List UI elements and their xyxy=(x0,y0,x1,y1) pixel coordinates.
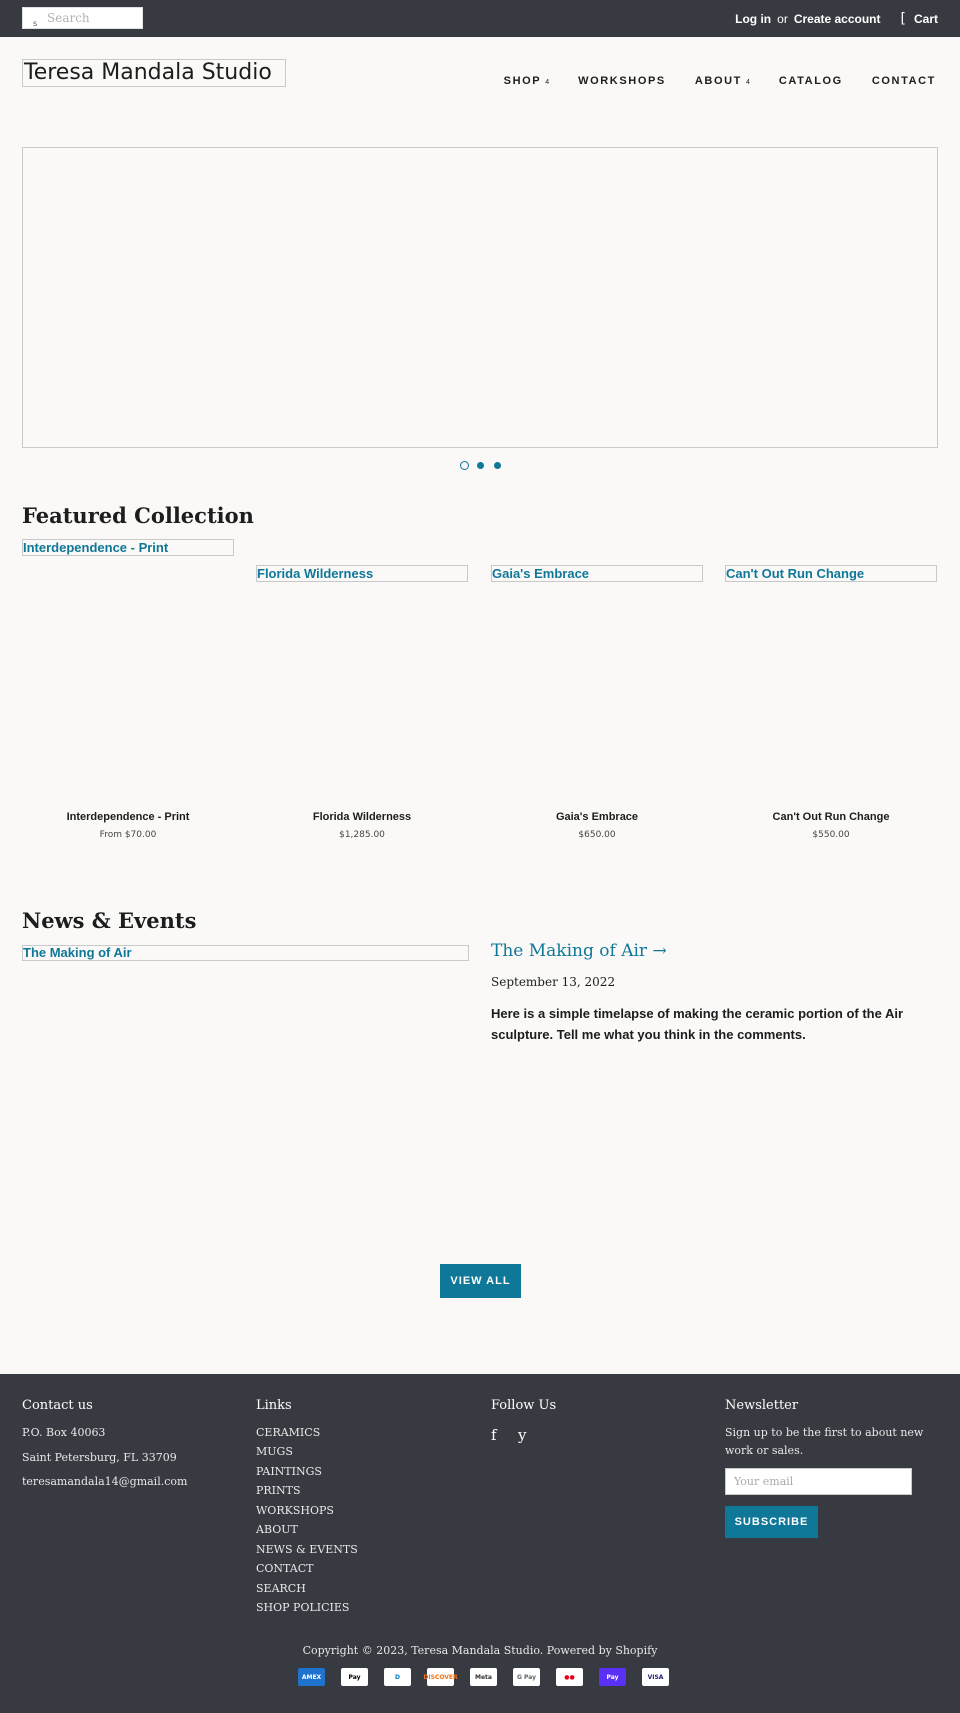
newsletter-description: Sign up to be the first to about new work or sales. xyxy=(725,1426,924,1457)
footer-link-search[interactable]: SEARCH xyxy=(256,1582,306,1595)
product-image-3[interactable]: Gaia's Embrace xyxy=(491,565,703,582)
news-post-title[interactable]: The Making of Air → xyxy=(491,941,667,961)
chevron-down-icon: 4 xyxy=(545,79,550,86)
search-icon: s xyxy=(33,19,38,28)
product-image-1[interactable]: Interdependence - Print xyxy=(22,539,234,556)
product-title-4[interactable]: Can't Out Run Change xyxy=(772,811,890,823)
top-bar xyxy=(0,0,960,37)
nav-workshops-label: WORKSHOPS xyxy=(578,75,666,87)
product-price-3: $650.00 xyxy=(578,830,616,840)
site-footer xyxy=(0,1374,960,1713)
nav-shop-label: SHOP xyxy=(503,75,542,87)
slide-dot-1[interactable] xyxy=(460,461,469,470)
create-account-link[interactable]: Create account xyxy=(793,12,881,26)
slide-dot-2[interactable] xyxy=(477,462,484,469)
slide-dot-3[interactable] xyxy=(494,462,501,469)
subscribe-button[interactable]: SUBSCRIBE xyxy=(725,1506,818,1538)
site-logo[interactable]: Teresa Mandala Studio xyxy=(22,59,286,87)
footer-newsletter-title: Newsletter xyxy=(725,1398,799,1413)
footer-follow-title: Follow Us xyxy=(491,1398,557,1413)
slideshow-dots xyxy=(460,461,503,470)
news-post-excerpt: Here is a simple timelapse of making the ceramic portion of the Air sculpture. Tell me what you think in the comments. xyxy=(491,1006,904,1042)
footer-contact-line: Saint Petersburg, FL 33709 xyxy=(22,1451,177,1464)
news-image[interactable]: The Making of Air xyxy=(22,945,469,961)
youtube-icon[interactable]: y xyxy=(518,1426,527,1444)
cart-icon[interactable]: [ xyxy=(900,11,906,27)
footer-link-mugs[interactable]: MUGS xyxy=(256,1445,293,1458)
newsletter-email-input[interactable] xyxy=(725,1468,912,1495)
footer-link-paintings[interactable]: PAINTINGS xyxy=(256,1465,322,1478)
copyright-text: Copyright © 2023, Teresa Mandala Studio. Powered by Shopify xyxy=(302,1644,658,1657)
product-image-2[interactable]: Florida Wilderness xyxy=(256,565,468,582)
or-text: or xyxy=(777,12,788,26)
product-title-2[interactable]: Florida Wilderness xyxy=(312,811,412,823)
product-price-2: $1,285.00 xyxy=(339,830,385,840)
footer-link-contact[interactable]: CONTACT xyxy=(256,1562,314,1575)
google-pay-icon: G Pay xyxy=(513,1668,540,1686)
chevron-down-icon: 4 xyxy=(745,79,750,86)
visa-icon: VISA xyxy=(642,1668,669,1686)
search-input[interactable] xyxy=(47,8,141,28)
footer-link-shop-policies[interactable]: SHOP POLICIES xyxy=(256,1601,350,1614)
mastercard-icon: ●● xyxy=(556,1668,583,1686)
account-links xyxy=(735,11,938,27)
discover-icon: DISCOVER xyxy=(427,1668,454,1686)
nav-shop[interactable] xyxy=(504,75,549,87)
hero-slideshow[interactable] xyxy=(22,147,938,448)
american-express-icon: AMEX xyxy=(298,1668,325,1686)
news-post-date: September 13, 2022 xyxy=(491,975,616,989)
product-price-4: $550.00 xyxy=(812,830,850,840)
footer-contact-email[interactable]: teresamandala14@gmail.com xyxy=(22,1475,188,1488)
footer-link-news-events[interactable]: NEWS & EVENTS xyxy=(256,1543,358,1556)
nav-about[interactable] xyxy=(695,75,750,87)
login-link[interactable]: Log in xyxy=(735,12,772,26)
footer-contact-line: P.O. Box 40063 xyxy=(22,1426,106,1439)
meta-pay-icon: Meta xyxy=(470,1668,497,1686)
product-title-3[interactable]: Gaia's Embrace xyxy=(555,811,639,823)
footer-links-title: Links xyxy=(256,1398,292,1413)
product-image-4[interactable]: Can't Out Run Change xyxy=(725,565,937,582)
facebook-icon[interactable]: f xyxy=(491,1426,497,1444)
diners-club-icon: D xyxy=(384,1668,411,1686)
product-title-1[interactable]: Interdependence - Print xyxy=(66,811,190,823)
footer-link-ceramics[interactable]: CERAMICS xyxy=(256,1426,321,1439)
featured-collection-title: Featured Collection xyxy=(22,503,254,528)
view-all-button[interactable]: VIEW ALL xyxy=(440,1264,521,1298)
apple-pay-icon: Pay xyxy=(341,1668,368,1686)
footer-contact-title: Contact us xyxy=(22,1398,93,1413)
nav-catalog[interactable] xyxy=(779,75,843,87)
main-nav xyxy=(504,75,936,87)
footer-link-about[interactable]: ABOUT xyxy=(256,1523,298,1536)
nav-about-label: ABOUT xyxy=(694,75,742,87)
payment-icons xyxy=(298,1668,669,1686)
nav-workshops[interactable] xyxy=(578,75,666,87)
shop-pay-icon: Pay xyxy=(599,1668,626,1686)
search-box[interactable] xyxy=(22,7,143,29)
news-events-title: News & Events xyxy=(22,908,197,933)
footer-link-workshops[interactable]: WORKSHOPS xyxy=(256,1504,334,1517)
nav-catalog-label: CATALOG xyxy=(778,75,843,87)
nav-contact[interactable] xyxy=(872,75,936,87)
cart-link[interactable]: Cart xyxy=(913,12,938,26)
footer-link-prints[interactable]: PRINTS xyxy=(256,1484,301,1497)
nav-contact-label: CONTACT xyxy=(871,75,936,87)
product-price-1: From $70.00 xyxy=(99,830,157,840)
